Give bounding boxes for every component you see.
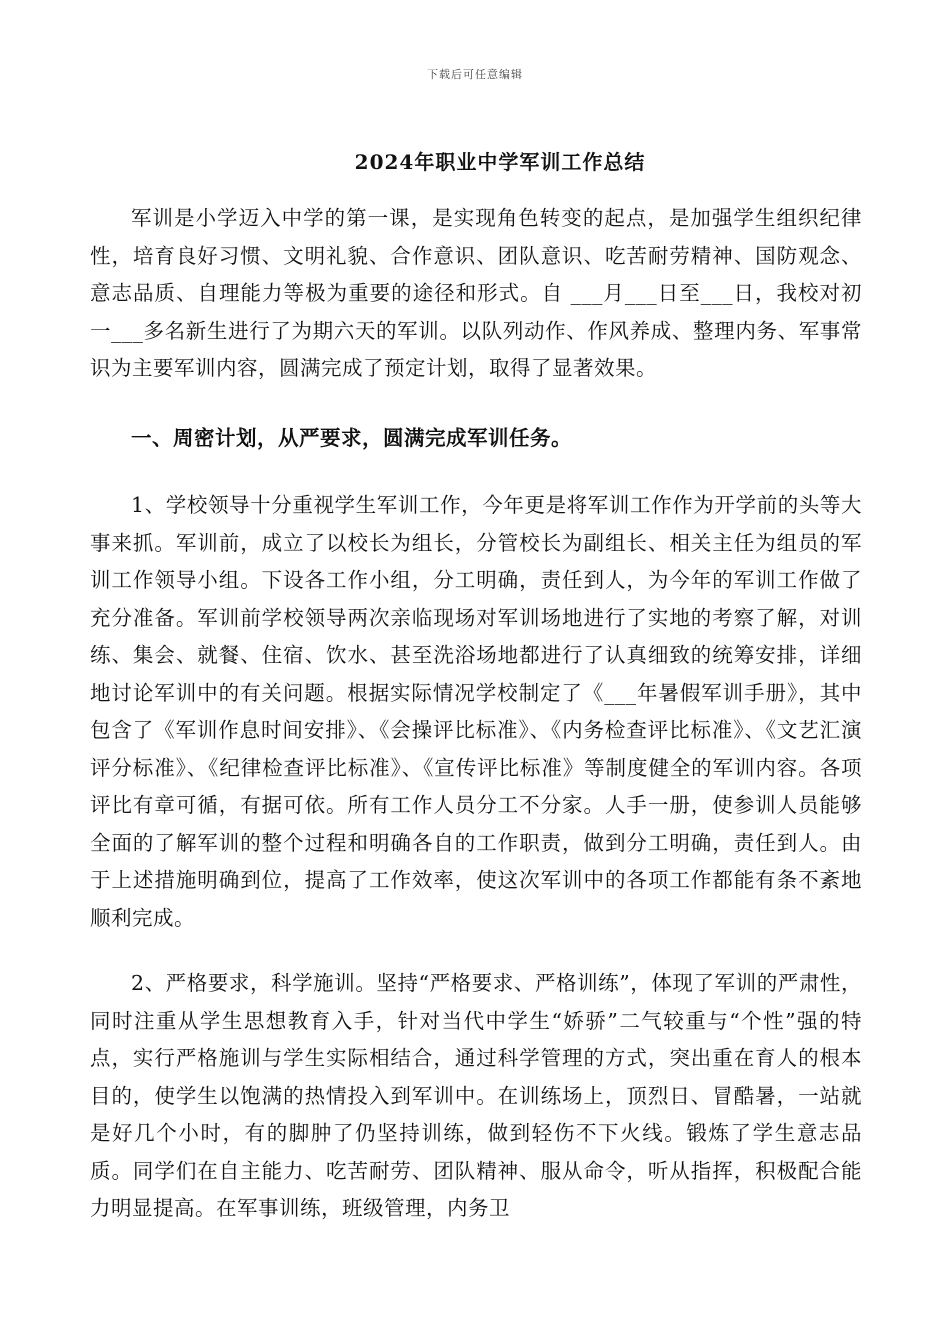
- item-2-paragraph: 2、严格要求，科学施训。坚持“严格要求、严格训练”，体现了军训的严肃性，同时注重从学生思想教育入手，针对当代中学生“娇骄”二气较重与“个性”强的特点，实行严格施训与学生实际相结合，通过科学管理的方式，突出重在育人的根本目的，使学生以饱满的热情投入到军训中。在训练场上，顶烈日、冒酷暑，一站就是好几个小时，有的脚肿了仍坚持训练，做到轻伤不下火线。锻炼了学生意志品质。同学们在自主能力、吃苦耐劳、团队精神、服从命令，听从指挥，积极配合能力明显提高。在军事训练，班级管理，内务卫: [90, 971, 862, 1220]
- section-heading: 一、周密计划，从严要求，圆满完成军训任务。: [131, 425, 572, 450]
- item-1-paragraph: 1、学校领导十分重视学生军训工作，今年更是将军训工作作为开学前的头等大事来抓。军训前，成立了以校长为组长，分管校长为副组长、相关主任为组员的军训工作领导小组。下设各工作小组，分工明确，责任到人，为今年的军训工作做了充分准备。军训前学校领导两次亲临现场对军训场地进行了实地的考察了解，对训练、集会、就餐、住宿、饮水、甚至洗浴场地都进行了认真细致的统筹安排，详细地讨论军训中的有关问题。根据实际情况学校制定了《___年暑假军训手册》，其中包含了《军训作息时间安排》、《会操评比标准》、《内务检查评比标准》、《文艺汇演评分标准》、《纪律检查评比标准》、《宣传评比标准》等制度健全的军训内容。各项评比有章可循，有据可依。所有工作人员分工不分家。人手一册，使参训人员能够全面的了解军训的整个过程和明确各自的工作职责，做到分工明确，责任到人。由于上述措施明确到位，提高了工作效率，使这次军训中的各项工作都能有条不紊地顺利完成。: [90, 493, 862, 930]
- intro-paragraph: 军训是小学迈入中学的第一课，是实现角色转变的起点，是加强学生组织纪律性，培育良好习惯、文明礼貌、合作意识、团队意识、吃苦耐劳精神、国防观念、意志品质、自理能力等极为重要的途径和形式。自 ___月___日至___日，我校对初一___多名新生进行了为期六天的军训。以队列动作、作风养成、整理内务、军事常识为主要军训内容，圆满完成了预定计划，取得了显著效果。: [90, 206, 862, 380]
- header-note: 下载后可任意编辑: [427, 68, 523, 81]
- document-title: 2024年职业中学军训工作总结: [354, 150, 646, 174]
- document-body: [90, 200, 862, 1228]
